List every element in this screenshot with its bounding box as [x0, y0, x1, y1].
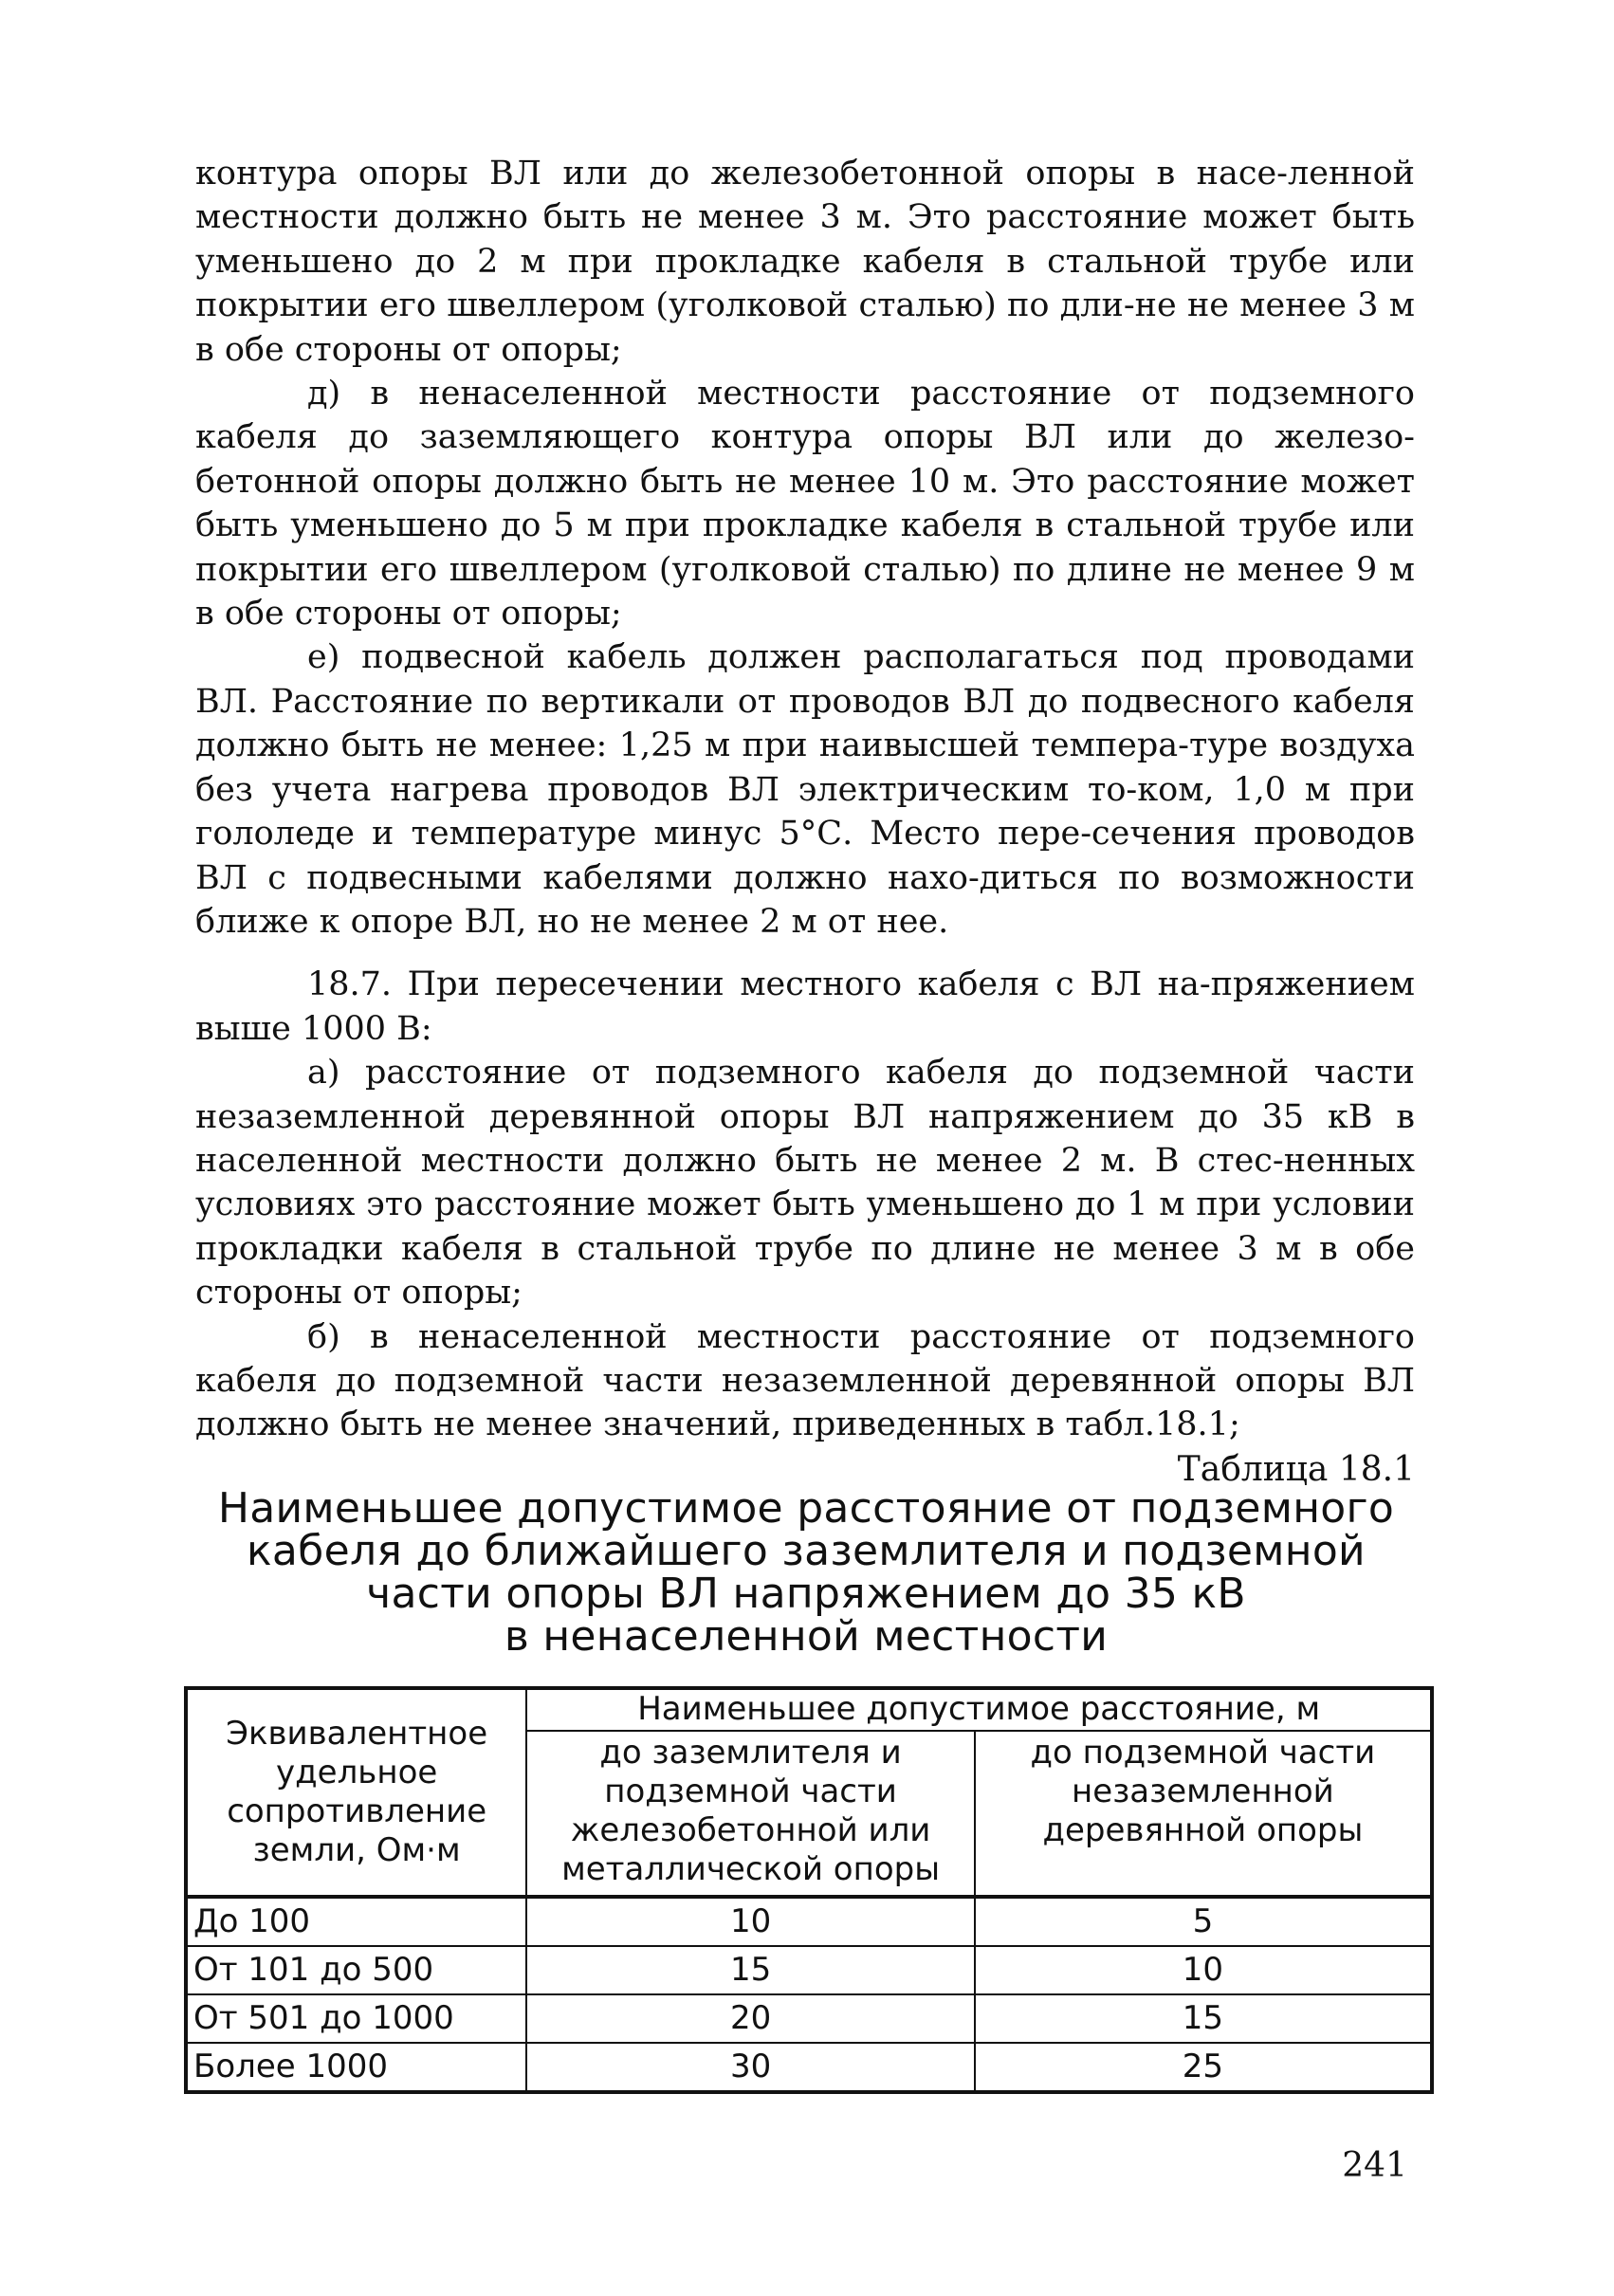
- table-title-line: Наименьшее допустимое расстояние от подземного: [217, 1484, 1395, 1533]
- cell-to-grounding: 30: [526, 2043, 974, 2092]
- column-header-to-grounding: до заземлителя и подземной части железобетонной или металлической опоры: [526, 1731, 974, 1897]
- table-title-line: в ненаселенной местности: [504, 1612, 1109, 1661]
- cell-to-wood: 5: [975, 1897, 1432, 1946]
- cell-to-wood: 25: [975, 2043, 1432, 2092]
- table-title-line: кабеля до ближайшего заземлителя и подземной: [247, 1527, 1366, 1575]
- table-row: [186, 2043, 1432, 2092]
- paragraph-section-18-7: 18.7. При пересечении местного кабеля с ВЛ на-пряжением выше 1000 В:: [195, 965, 1415, 1048]
- paragraph-item-b: б) в ненаселенной местности расстояние от подземного кабеля до подземной части незаземленной деревянной опоры ВЛ должно быть не менее значений, приведенных в табл.18.1;: [195, 1317, 1415, 1444]
- cell-resistance: От 501 до 1000: [186, 1994, 526, 2043]
- cell-to-grounding: 20: [526, 1994, 974, 2043]
- table-row: [186, 1946, 1432, 1994]
- paragraph-item-d: д) в ненаселенной местности расстояние от подземного кабеля до заземляющего контура опоры ВЛ или до железо-бетонной опоры должно быть не менее 10 м. Это расстояние может быть уменьшено до 5 м при прокладке кабеля в стальной трубе или покрытии его швеллером (уголковой сталью) по длине не менее 9 м в обе стороны от опоры;: [195, 375, 1415, 634]
- cell-to-wood: 15: [975, 1994, 1432, 2043]
- paragraph-item-a: а) расстояние от подземного кабеля до подземной части незаземленной деревянной опоры ВЛ напряжением до 35 кВ в населенной местности должно быть не менее 2 м. В стес-ненных условиях это расстояние может быть уменьшено до 1 м при условии прокладки кабеля в стальной трубе по длине не менее 3 м в обе стороны от опоры;: [195, 1054, 1415, 1313]
- table-title-line: части опоры ВЛ напряжением до 35 кВ: [366, 1570, 1246, 1618]
- table-label: Таблица 18.1: [1177, 1450, 1415, 1489]
- cell-to-grounding: 10: [526, 1897, 974, 1946]
- page-number: 241: [1342, 2146, 1407, 2185]
- column-header-resistance: Эквивалентное удельное сопротивление земли, Ом·м: [186, 1688, 526, 1897]
- table-row: [186, 1897, 1432, 1946]
- paragraph-continuation: контура опоры ВЛ или до железобетонной опоры в насе-ленной местности должно быть не менее 3 м. Это расстояние может быть уменьшено до 2 м при прокладке кабеля в стальной трубе или покрытии его швеллером (уголковой сталью) по дли-не не менее 3 м в обе стороны от опоры;: [195, 155, 1415, 369]
- table-row: [186, 1994, 1432, 2043]
- table-title: [190, 1484, 1422, 1661]
- cell-to-wood: 10: [975, 1946, 1432, 1994]
- cell-resistance: Более 1000: [186, 2043, 526, 2092]
- paragraph-item-e: е) подвесной кабель должен располагаться под проводами ВЛ. Расстояние по вертикали от проводов ВЛ до подвесного кабеля должно быть не менее: 1,25 м при наивысшей темпера-туре воздуха без учета нагрева проводов ВЛ электрическим то-ком, 1,0 м при гололеде и температуре минус 5°С. Место пере-сечения проводов ВЛ с подвесными кабелями должно нахо-диться по возможности ближе к опоре ВЛ, но не менее 2 м от нее.: [195, 638, 1415, 941]
- cell-resistance: До 100: [186, 1897, 526, 1946]
- cell-resistance: От 101 до 500: [186, 1946, 526, 1994]
- cell-to-grounding: 15: [526, 1946, 974, 1994]
- distance-table: [184, 1686, 1434, 2094]
- body-text: [195, 152, 1415, 1447]
- column-header-to-wood: до подземной части незаземленной деревянной опоры: [975, 1731, 1432, 1897]
- column-group-header: Наименьшее допустимое расстояние, м: [526, 1688, 1432, 1731]
